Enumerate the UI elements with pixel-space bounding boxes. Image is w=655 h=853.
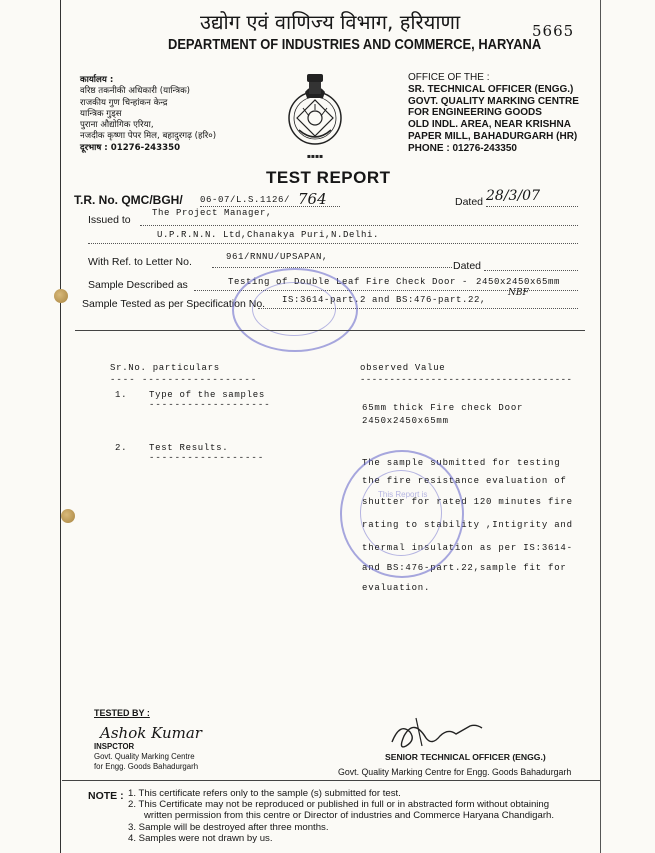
section-divider bbox=[62, 780, 600, 781]
dotted-line bbox=[212, 267, 452, 268]
inspector-line: Govt. Quality Marking Centre bbox=[94, 752, 195, 761]
address-line: OFFICE OF THE : bbox=[408, 72, 490, 83]
specification-value: IS:3614-part.2 and BS:476-part.22, bbox=[282, 295, 487, 305]
row-sr-number: 1. bbox=[115, 390, 128, 400]
office-stamp-inner-ring bbox=[360, 470, 442, 556]
dotted-line bbox=[88, 243, 578, 244]
hindi-address-line: वरिष्ठ तकनीकी अधिकारी (यान्त्रिक) bbox=[80, 86, 191, 97]
hindi-office-address bbox=[80, 75, 216, 154]
hindi-department-title: उद्योग एवं वाणिज्य विभाग, हरियाणा bbox=[200, 10, 461, 34]
note-item: 2. This Certificate may not be reproduced or published in full or in abstracted form without obtaining bbox=[128, 799, 550, 811]
observed-value-line: shutter for rated 120 minutes fire bbox=[362, 497, 573, 507]
underline-rule: ---- ------------------ bbox=[110, 375, 258, 385]
sample-size-value: 2450x2450x65mm bbox=[476, 277, 561, 287]
address-line: PHONE : 01276-243350 bbox=[408, 142, 517, 154]
svg-text:▪▪▪▪: ▪▪▪▪ bbox=[306, 153, 324, 160]
dotted-line bbox=[200, 206, 340, 207]
observed-value-line: the fire resistance evaluation of bbox=[362, 476, 567, 486]
note-item: 1. This certificate refers only to the sample (s) submitted for test. bbox=[128, 788, 401, 799]
hindi-address-line: यान्त्रिक गुड्स bbox=[80, 108, 122, 119]
inspector-line: for Engg. Goods Bahadurgarh bbox=[94, 762, 199, 771]
note-item: written permission from this centre or Director of industries and Commerce Haryana Chandigarh. bbox=[144, 810, 555, 822]
address-line: FOR ENGINEERING GOODS bbox=[408, 107, 542, 119]
issued-to-line2: U.P.R.N.N. Ltd,Chanakya Puri,N.Delhi. bbox=[157, 230, 380, 240]
observed-value-line: rating to stability ,Intigrity and bbox=[362, 520, 573, 530]
dotted-line bbox=[484, 270, 578, 271]
underline-rule: ------------------- bbox=[149, 400, 271, 410]
dated-label: Dated bbox=[455, 196, 484, 208]
english-office-address bbox=[408, 72, 579, 155]
row-particular: Test Results. bbox=[149, 443, 229, 453]
sample-described-value: Testing of Double Leaf Fire Check Door - bbox=[228, 277, 469, 287]
row-sr-number: 2. bbox=[115, 443, 128, 453]
row-particular: Type of the samples bbox=[149, 390, 265, 400]
punch-hole bbox=[61, 509, 75, 523]
address-line: GOVT. QUALITY MARKING CENTRE bbox=[408, 95, 579, 107]
dotted-line bbox=[140, 225, 578, 226]
note-item: 3. Sample will be destroyed after three months. bbox=[128, 821, 329, 833]
section-divider bbox=[75, 330, 585, 331]
dotted-line bbox=[486, 206, 578, 207]
reference-label: With Ref. to Letter No. bbox=[88, 256, 192, 268]
hindi-address-line: राजकीय गुण चिन्हांकन केन्द्र bbox=[80, 97, 168, 108]
column-header-observed: observed Value bbox=[360, 363, 446, 373]
haryana-emblem-icon bbox=[285, 70, 345, 162]
tested-by-label: TESTED BY : bbox=[94, 708, 150, 718]
underline-rule: ------------------------------------ bbox=[360, 375, 573, 385]
hindi-address-line: दूरभाष : 01276-243350 bbox=[80, 142, 181, 153]
reference-value: 961/RNNU/UPSAPAN, bbox=[226, 252, 329, 262]
document-number: 5665 bbox=[532, 22, 575, 40]
inspector-signature: Ashok Kumar bbox=[100, 724, 202, 742]
department-title: DEPARTMENT OF INDUSTRIES AND COMMERCE, HARYANA bbox=[168, 36, 542, 53]
tr-number-handwritten: 764 bbox=[298, 190, 327, 208]
observed-value-line: thermal insulation as per IS:3614- bbox=[362, 543, 573, 553]
note-item: 4. Samples were not drawn by us. bbox=[128, 832, 273, 844]
notes-block bbox=[128, 788, 554, 844]
address-line: SR. TECHNICAL OFFICER (ENGG.) bbox=[408, 83, 574, 95]
inspector-title: INSPCTOR bbox=[94, 742, 135, 751]
underline-rule: ------------------ bbox=[149, 453, 265, 463]
sample-described-label: Sample Described as bbox=[88, 279, 188, 291]
dated-value: 28/3/07 bbox=[486, 188, 540, 204]
observed-value-line: The sample submitted for testing bbox=[362, 458, 561, 468]
note-label: NOTE : bbox=[88, 790, 124, 802]
hindi-address-line: नजदीक कृष्णा पेपर मिल, बहादुरगढ़ (हरि०) bbox=[80, 131, 217, 142]
observed-value-line: evaluation. bbox=[362, 583, 431, 593]
stamp-text: This Report is bbox=[378, 490, 428, 499]
senior-officer-title: SENIOR TECHNICAL OFFICER (ENGG.) bbox=[385, 752, 546, 762]
tr-number-value: 06-07/L.S.1126/ bbox=[200, 195, 291, 205]
address-line: OLD INDL. AREA, NEAR KRISHNA bbox=[408, 119, 571, 131]
senior-officer-signature-icon bbox=[386, 712, 486, 752]
page-right-border bbox=[600, 0, 601, 853]
column-header-particulars: Sr.No. particulars bbox=[110, 363, 220, 373]
senior-officer-line: Govt. Quality Marking Centre for Engg. Goods Bahadurgarh bbox=[338, 767, 572, 777]
page-left-border bbox=[60, 0, 61, 853]
office-stamp-inner-ring bbox=[252, 282, 336, 336]
address-line: PAPER MILL, BAHADURGARH (HR) bbox=[408, 130, 578, 142]
document-title: TEST REPORT bbox=[266, 168, 391, 187]
punch-hole bbox=[54, 289, 68, 303]
specification-handwritten: NBF bbox=[508, 288, 529, 298]
observed-value-line: and BS:476-part.22,sample fit for bbox=[362, 563, 567, 573]
hindi-address-line: कार्यालय : bbox=[80, 75, 114, 85]
observed-value-line: 65mm thick Fire check Door bbox=[362, 403, 524, 413]
observed-value-line: 2450x2450x65mm bbox=[362, 416, 449, 426]
issued-to-label: Issued to bbox=[88, 214, 131, 226]
issued-to-line1: The Project Manager, bbox=[152, 208, 273, 218]
inspector-block bbox=[94, 742, 198, 772]
tr-number-label: T.R. No. QMC/BGH/ bbox=[74, 193, 183, 207]
hindi-address-line: पुराना औद्योगिक एरिया, bbox=[80, 120, 154, 131]
specification-label: Sample Tested as per Specification No. bbox=[82, 298, 266, 310]
reference-dated-label: Dated bbox=[453, 260, 482, 272]
